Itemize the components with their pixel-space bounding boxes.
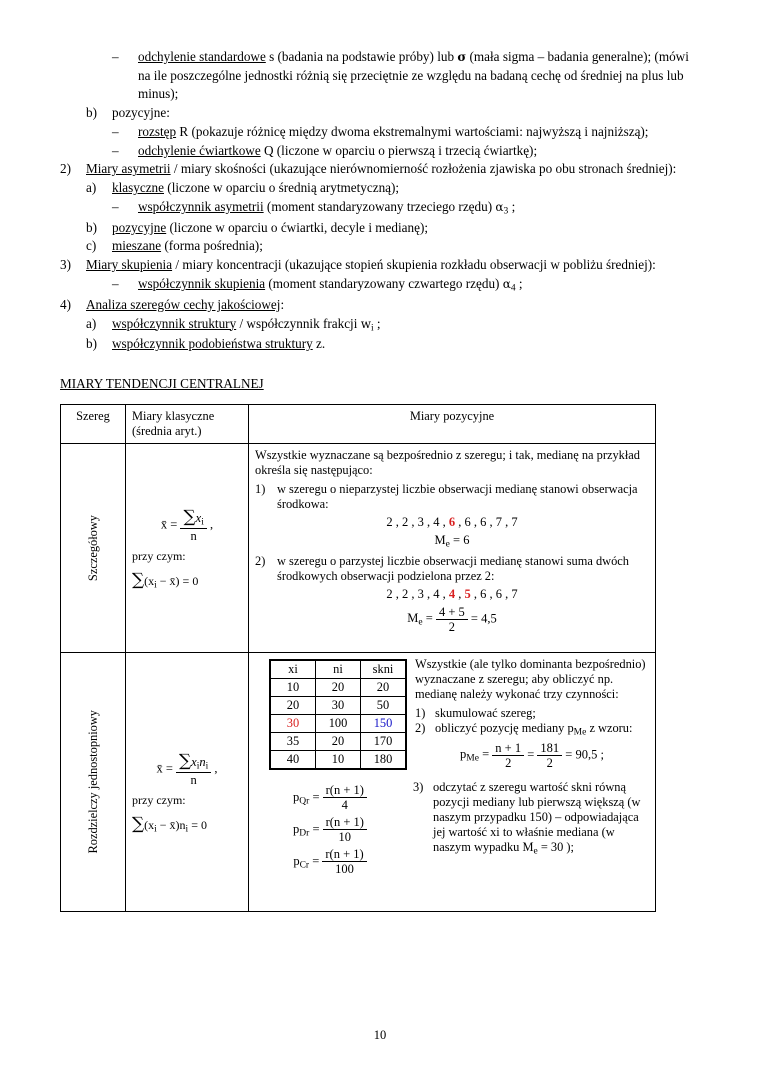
list-text-b: ; (508, 198, 516, 214)
list-text-a: R (pokazuje różnicę między dwoma ekstremalnymi wartościami: najwyższą i najniższą); (176, 123, 649, 139)
item-marker: 2) (255, 553, 266, 568)
list-marker: a) (86, 315, 97, 331)
list-marker: – (112, 275, 119, 291)
list-text (112, 179, 700, 198)
cell-ni: 100 (316, 715, 361, 733)
item-text-b: ); (563, 840, 574, 855)
quantile-den: 10 (323, 829, 367, 844)
list-marker: 4) (60, 296, 71, 312)
pme-den-1: 2 (492, 755, 524, 770)
pme-formula (415, 741, 649, 770)
list-text-a: (moment standaryzowany czwartego rzędu) (265, 275, 500, 291)
frequency-table (269, 659, 407, 770)
mean-numerator: $\sum x_in_i$ (179, 751, 209, 772)
list-text-a: z. (312, 336, 326, 352)
cell-skni: 50 (361, 697, 407, 715)
table-header-row (61, 405, 656, 444)
item-marker: 1) (255, 482, 266, 497)
list-text-b: (mała sigma – badania generalne); (mówi na ile poszczególne jednostki różnią się przeciętnie ze względu na badaną cechę od średniej na plus lub minus); (138, 49, 689, 102)
numbered-item (255, 482, 649, 512)
list-text: pozycyjne: (112, 105, 170, 121)
list-text (138, 198, 700, 219)
list-text (138, 123, 700, 142)
quantile-den: 100 (322, 861, 366, 876)
list-text (112, 219, 700, 238)
list-marker: – (112, 49, 119, 64)
quantile-label: $p_{Dr}$ = (293, 821, 320, 838)
seq-pre: 2 , 2 , 3 , 4 , (386, 515, 449, 530)
frequency-row (270, 733, 406, 751)
list-text (138, 275, 700, 296)
term-link: odchylenie ćwiartkowe (138, 142, 261, 158)
cell-xi: 35 (270, 733, 316, 751)
list-marker: c) (86, 238, 97, 254)
w-symbol: w (360, 316, 371, 331)
quantile-formula (255, 847, 405, 876)
mean-numerator: $\sum x_i$ (183, 507, 204, 528)
cell-xi: 30 (270, 715, 316, 733)
list-text-a: / miary koncentracji (ukazujące stopień skupienia rozkładu obserwacji w pobliżu średniej): (172, 257, 656, 273)
mean-fraction (176, 752, 211, 787)
list-text-a: : (280, 296, 285, 312)
header-miary-klasyczne: Miary klasyczne (średnia aryt.) (126, 405, 249, 444)
list-text-b: ; (515, 275, 523, 291)
frequency-row-highlight (270, 715, 406, 733)
item-text (435, 721, 649, 737)
item-marker: 2) (415, 721, 426, 736)
term-link: Miary skupienia (86, 257, 173, 273)
quantile-formula (255, 815, 405, 844)
term-link: współczynnik asymetrii (138, 198, 264, 214)
item-text-b: z wzoru: (586, 721, 633, 736)
list-item (86, 315, 700, 336)
list-text (112, 315, 700, 336)
list-item (112, 48, 700, 104)
outline-list (60, 48, 700, 354)
term-link: rozstęp (138, 123, 177, 139)
median-even-lead: $M_e$ = (407, 610, 433, 628)
median-even-result (255, 605, 649, 634)
mean-tail: , (209, 517, 214, 532)
quantile-formula (255, 783, 405, 812)
pme-symbol: $p_{Me}$ (567, 721, 587, 738)
central-tendency-table (60, 404, 656, 912)
pme-eq: = (527, 746, 535, 761)
alpha-symbol: α (502, 276, 511, 291)
me-symbol: $M_e = 30$ (522, 840, 564, 857)
mean-tail: , (214, 761, 218, 776)
list-item (86, 237, 700, 256)
list-text-a: (liczone w oparciu o średnią arytmetyczną); (164, 180, 400, 196)
frequency-table-wrap (255, 657, 407, 776)
mean-formula-weighted (132, 752, 242, 787)
list-item (86, 179, 700, 198)
cell-skni: 150 (361, 715, 407, 733)
item-text: skumulować szereg; (435, 706, 536, 721)
cell-skni: 180 (361, 751, 407, 770)
intro-text-2: Wszystkie (ale tylko dominanta bezpośrednio) wyznaczane z szeregu; aby obliczyć np. medianę należy wykonać trzy czynności: (415, 657, 646, 702)
alpha-subscript: 4 (510, 283, 516, 294)
median-odd-result: $M_e = 6$ (434, 533, 470, 550)
table-row (61, 444, 656, 653)
list-marker: a) (86, 180, 97, 196)
col-header-xi: xi (270, 660, 316, 679)
table-row (61, 653, 656, 912)
seq-post: , 6 , 6 , 7 (470, 586, 518, 601)
median-even-tail: = 4,5 (470, 610, 497, 625)
quantile-num: r(n + 1) (325, 847, 364, 862)
term-link: współczynnik podobieństwa struktury (112, 336, 313, 352)
cell-ni: 20 (316, 733, 361, 751)
list-item (86, 219, 700, 238)
page-number: 10 (373, 1028, 387, 1042)
list-text (138, 48, 700, 104)
list-item (112, 123, 700, 142)
seq-highlight-2: 5 (464, 586, 471, 601)
cell-xi: 10 (270, 679, 316, 697)
seq-post: , 6 , 6 , 7 , 7 (455, 515, 518, 530)
list-item (112, 142, 700, 161)
header-szereg: Szereg (61, 405, 126, 444)
row-label-szczegolowy (61, 444, 126, 653)
pme-fraction-2 (537, 741, 562, 770)
mean-lhs: x̄ = (160, 517, 178, 532)
list-text-b: ; (373, 315, 381, 331)
item-text-a: obliczyć pozycję mediany (435, 721, 568, 736)
seq-highlight: 6 (448, 515, 456, 530)
cell-skni: 20 (361, 679, 407, 697)
item-text-a: odczytać z szeregu wartość skni równą pozycji mediany lub pierwszą większą (w naszym przypadku 150) – odpowiadająca jej wartość xi to właśnie mediana (w naszym wypadku (433, 780, 641, 855)
mean-denominator: n (180, 528, 206, 543)
mean-fraction (180, 508, 206, 543)
quantile-den: 4 (323, 797, 367, 812)
quantile-fraction (323, 815, 367, 844)
pme-tail: = 90,5 ; (565, 746, 604, 761)
term-link: klasyczne (112, 180, 164, 196)
quantile-formulas (255, 780, 405, 879)
term-link: współczynnik struktury (112, 315, 237, 331)
list-item (60, 296, 700, 315)
list-marker: – (112, 142, 119, 158)
list-item (86, 104, 700, 123)
quantile-fraction (323, 783, 367, 812)
classical-measure-cell-1 (126, 444, 249, 653)
w-subscript: i (370, 322, 374, 333)
cell-ni: 20 (316, 679, 361, 697)
pme-num-2: 181 (540, 740, 560, 755)
quantile-section (255, 780, 649, 879)
mean-formula-simple (132, 508, 242, 543)
list-text (86, 160, 700, 179)
item-text: w szeregu o parzystej liczbie obserwacji medianę stanowi suma dwóch środkowych obserwacji podzielona przez 2: (277, 553, 629, 583)
cell-xi: 40 (270, 751, 316, 770)
list-item (112, 198, 700, 219)
item-text: w szeregu o nieparzystej liczbie obserwacji medianę stanowi obserwacja środkowa: (277, 482, 638, 512)
list-text-a: Q (liczone w oparciu o pierwszą i trzecią ćwiartkę); (260, 142, 538, 158)
col-header-skni: skni (361, 660, 407, 679)
sum-condition-1: $\sum(x_i$ − x̄) = 0 (132, 570, 199, 591)
numbered-item (255, 554, 649, 584)
mean-lhs: x̄ = (156, 761, 173, 776)
frequency-row (270, 751, 406, 770)
seq-sep: , (455, 586, 465, 601)
list-item (60, 256, 700, 275)
numbered-item (413, 780, 649, 856)
frequency-row (270, 697, 406, 715)
list-marker: b) (86, 336, 97, 352)
mean-denominator: n (176, 772, 211, 787)
row-label-text: Rozdzielczy jednostopniowy (85, 710, 100, 854)
median-even-den: 2 (436, 619, 468, 634)
term-link: Analiza szeregów cechy jakościowej (86, 296, 281, 312)
list-text (138, 142, 700, 161)
list-item (60, 160, 700, 179)
list-text-a: / miary skośności (ukazujące nierównomierność rozłożenia zjawiska po obu stronach średniej): (170, 161, 677, 177)
list-item (112, 275, 700, 296)
positional-measure-cell-2 (249, 653, 656, 912)
item-text (433, 780, 649, 856)
list-marker: – (112, 198, 119, 214)
sum-condition-2: $\sum(x_i$ − $x̄)n_i = 0$ (132, 814, 207, 835)
cell-xi: 20 (270, 697, 316, 715)
list-text (86, 256, 700, 275)
col-header-ni: ni (316, 660, 361, 679)
list-text-a: s (badania na podstawie próby) lub (265, 49, 458, 64)
list-text-a: (moment standaryzowany trzeciego rzędu) (263, 198, 493, 214)
cell-ni: 10 (316, 751, 361, 770)
frequency-header-row (270, 660, 406, 679)
quantile-fraction (322, 847, 366, 876)
przy-czym-label-2: przy czym: (132, 793, 186, 808)
quantile-num: r(n + 1) (325, 783, 364, 798)
row-label-text: Szczegółowy (85, 515, 100, 582)
term-link: współczynnik skupienia (138, 275, 266, 291)
pme-den-2: 2 (537, 755, 562, 770)
frequency-row (270, 679, 406, 697)
list-text (112, 335, 700, 354)
sequence-even (255, 587, 649, 602)
term-link: mieszane (112, 238, 162, 254)
alpha-symbol: α (495, 199, 504, 214)
header-miary-pozycyjne: Miary pozycyjne (249, 405, 656, 444)
list-marker: b) (86, 105, 97, 121)
sigma-symbol: σ (457, 50, 467, 64)
median-step3 (413, 780, 649, 879)
intro-text-1: Wszystkie wyznaczane są bezpośrednio z szeregu; i tak, medianę na przykład określa się następująco: (255, 448, 640, 478)
term-link: pozycyjne (112, 219, 167, 235)
pme-num-1: n + 1 (495, 740, 522, 755)
list-marker: 2) (60, 161, 71, 177)
quantile-num: r(n + 1) (325, 815, 364, 830)
median-even-num: 4 + 5 (438, 604, 465, 619)
median-procedure (415, 657, 649, 776)
seq-highlight-1: 4 (448, 586, 456, 601)
sequence-odd (255, 515, 649, 530)
row-label-rozdzielczy (61, 653, 126, 912)
median-even-fraction (436, 605, 468, 634)
cell-ni: 30 (316, 697, 361, 715)
alpha-subscript: 3 (503, 206, 509, 217)
pme-fraction-1 (492, 741, 524, 770)
numbered-item (415, 706, 649, 721)
numbered-item (415, 721, 649, 737)
section-title: MIARY TENDENCJI CENTRALNEJ (60, 376, 264, 392)
positional-measure-cell-1 (249, 444, 656, 653)
list-marker: 3) (60, 257, 71, 273)
seq-pre: 2 , 2 , 3 , 4 , (386, 586, 449, 601)
term-link: Miary asymetrii (86, 161, 171, 177)
pme-lead: $p_{Me}$ = (460, 746, 490, 764)
classical-measure-cell-2 (126, 653, 249, 912)
przy-czym-label-1: przy czym: (132, 549, 186, 564)
list-marker: – (112, 123, 119, 139)
list-marker: b) (86, 219, 97, 235)
list-text-a: / współczynnik frakcji (236, 315, 358, 331)
list-text-a: (forma pośrednia); (161, 238, 263, 254)
quantile-label: $p_{Cr}$ = (293, 853, 320, 870)
item-marker: 3) (413, 780, 424, 795)
list-text-a: (liczone w oparciu o ćwiartki, decyle i medianę); (166, 219, 429, 235)
list-text (86, 296, 700, 315)
cell-skni: 170 (361, 733, 407, 751)
term-link: odchylenie standardowe (138, 49, 266, 64)
list-text (112, 237, 700, 256)
list-item (86, 335, 700, 354)
item-marker: 1) (415, 706, 426, 721)
quantile-label: $p_{Qr}$ = (293, 789, 320, 806)
